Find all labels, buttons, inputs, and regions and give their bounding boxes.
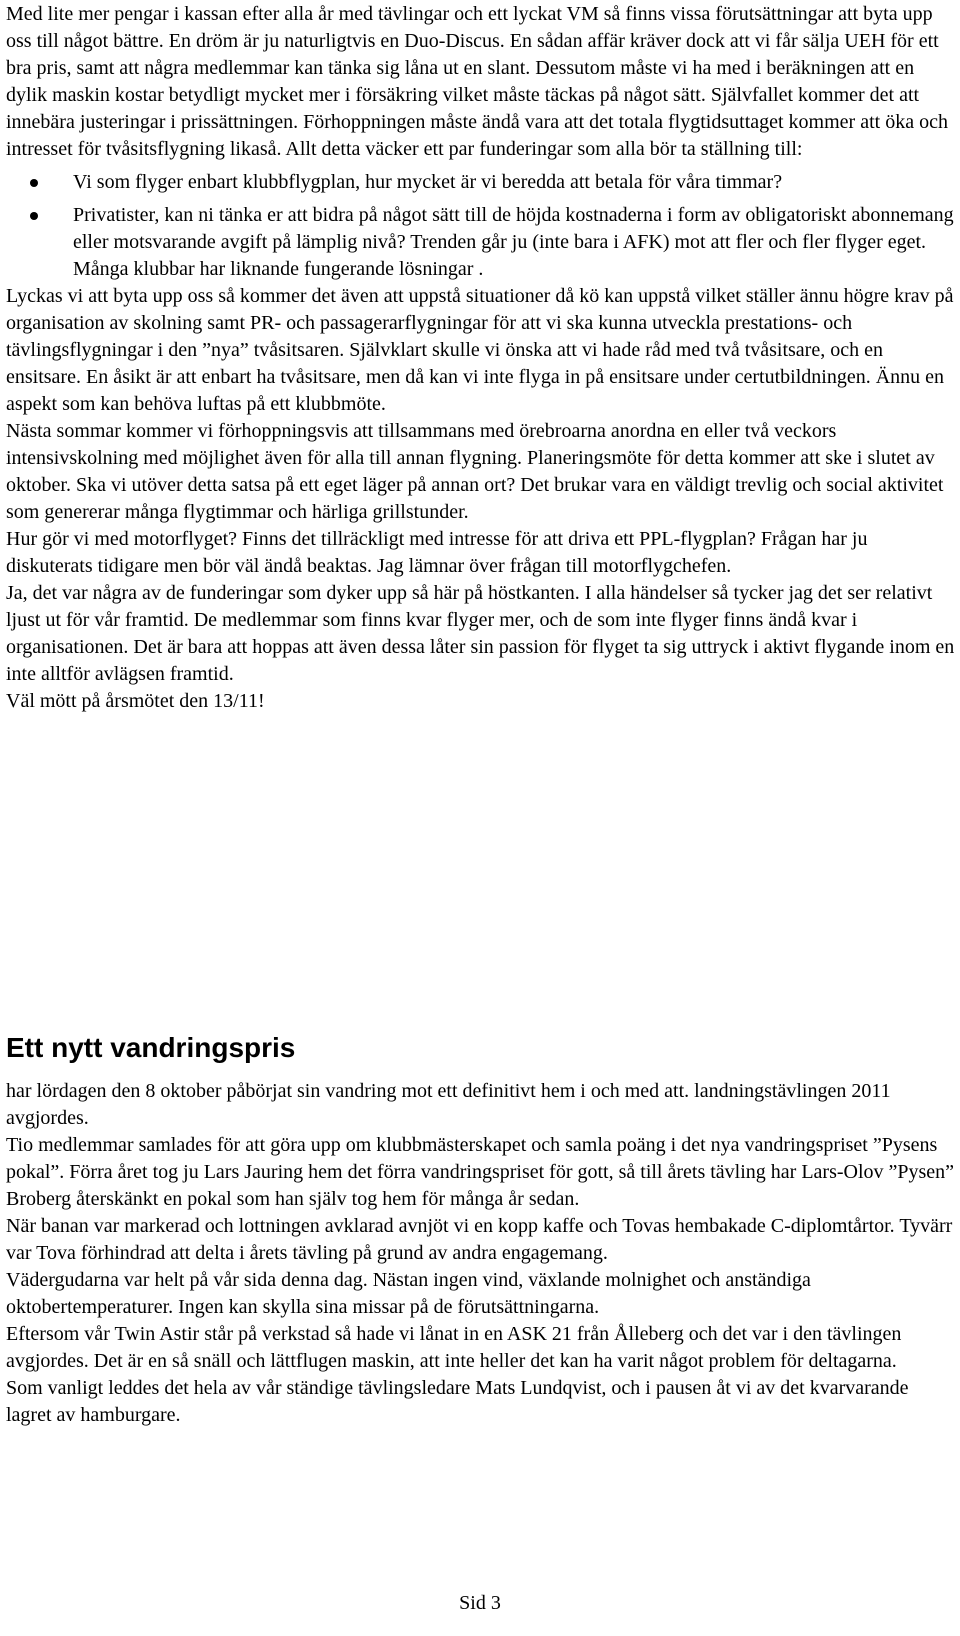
paragraph-arsmote: Väl mött på årsmötet den 13/11! <box>6 690 265 712</box>
paragraph-vadret: Vädergudarna var helt på vår sida denna dag. Nästan ingen vind, växlande molnighet och anständiga oktobertemperaturer. Ingen kan skylla sina missar på de förutsättningarna. <box>6 1269 811 1318</box>
bullet-text: Vi som flyger enbart klubbflygplan, hur mycket är vi beredda att betala för våra timmar? <box>73 171 783 193</box>
bullet-item-privatister <box>6 202 956 283</box>
paragraph-lyckas: Lyckas vi att byta upp oss så kommer det även att uppstå situationer då kö kan uppstå vilket ställer ännu högre krav på organisation av skolning samt PR- och passagerarflygningar för att vi ska kunna utveckla prestations- och tävlingsflygningar i den ”nya” tvåsitsaren. Självklart skulle vi önska att vi hade råd med två tvåsitsare, och en ensitsare. En åsikt är att enbart ha tvåsitsare, men då kan vi inte flyga in på ensitsare under certutbildningen. Ännu en aspekt som kan behöva luftas på ett klubbmöte. <box>6 285 954 415</box>
paragraph-nasta-sommar: Nästa sommar kommer vi förhoppningsvis att tillsammans med örebroarna anordna en eller två veckors intensivskolning med möjlighet även för alla till annan flygning. Planeringsmöte för detta kommer att ske i slutet av oktober. Ska vi utöver detta satsa på ett eget läger på annan ort? Det brukar vara en väldigt trevlig och social aktivitet som genererar många flygtimmar och härliga grillstunder. <box>6 420 944 523</box>
section-heading: Ett nytt vandringspris <box>6 1032 296 1063</box>
paragraph-twin-astir: Eftersom vår Twin Astir står på verkstad så hade vi lånat in en ASK 21 från Ålleberg och det var i den tävlingen avgjordes. Det är en så snäll och lättflugen maskin, att inte heller det kan ha varit något problem för deltagarna. <box>6 1323 902 1372</box>
bullet-text: Privatister, kan ni tänka er att bidra på något sätt till de höjda kostnaderna i form av obligatoriskt abonnemang eller motsvarande avgift på lämplig nivå? Trenden går ju (inte bara i AFK) mot att fler och fler flyger eget. Många klubbar har liknande fungerande lösningar . <box>73 204 954 280</box>
paragraph-lordagen: har lördagen den 8 oktober påbörjat sin vandring mot ett definitivt hem i och med att. landningstävlingen 2011 avgjordes. <box>6 1080 891 1129</box>
article-vandringspris <box>6 1078 956 1429</box>
bullet-item-klubbflygare <box>6 169 956 196</box>
paragraph-tavlingsledare: Som vanligt leddes det hela av vår ständige tävlingsledare Mats Lundqvist, och i pausen åt vi av det kvarvarande lagret av hamburgare. <box>6 1377 909 1426</box>
paragraph-intro: Med lite mer pengar i kassan efter alla år med tävlingar och ett lyckat VM så finns vissa förutsättningar att byta upp oss till något bättre. En dröm är ju naturligtvis en Duo-Discus. En sådan affär kräver dock att vi får sälja UEH för ett bra pris, samt att några medlemmar kan tänka sig låna ut en slant. Dessutom måste vi ha med i beräkningen att en dylik maskin kostar betydligt mycket mer i försäkring vilket måste täckas på något sätt. Självfallet kommer det att innebära justeringar i prissättningen. Förhoppningen måste ändå vara att det totala flygtidsuttaget kommer att öka och intresset för tvåsitsflygning likaså. Allt detta väcker ett par funderingar som alla bör ta ställning till: <box>6 3 948 160</box>
paragraph-motorflyg: Hur gör vi med motorflyget? Finns det tillräckligt med intresse för att driva ett PPL-flygplan? Frågan har ju diskuterats tidigare men bör väl ändå beaktas. Jag lämnar över frågan till motorflygchefen. <box>6 528 868 577</box>
page-number: Sid 3 <box>459 1592 501 1614</box>
bullet-icon <box>30 212 38 220</box>
bullet-list <box>6 169 956 283</box>
paragraph-hostkanten: Ja, det var några av de funderingar som dyker upp så här på höstkanten. I alla händelser så tycker jag det ser relativt ljust ut för vår framtid. De medlemmar som finns kvar flyger mer, och de som inte flyger finns ändå kvar i organisationen. Det är bara att hoppas att även dessa låter sin passion för flyget ta sig uttryck i aktivt flygande inom en inte alltför avlägsen framtid. <box>6 582 955 685</box>
paragraph-tio-medlemmar: Tio medlemmar samlades för att göra upp om klubbmästerskapet och samla poäng i det nya vandringspriset ”Pysens pokal”. Förra året tog ju Lars Jauring hem det förra vandringspriset för gott, så till årets tävling har Lars-Olov ”Pysen” Broberg återskänkt en pokal som han själv tog hem för många år sedan. <box>6 1134 955 1210</box>
paragraph-banan: När banan var markerad och lottningen avklarad avnjöt vi en kopp kaffe och Tovas hembakade C-diplomtårtor. Tyvärr var Tova förhindrad att delta i årets tävling på grund av andra engagemang. <box>6 1215 953 1264</box>
bullet-icon <box>30 179 38 187</box>
article-fundering <box>6 1 956 715</box>
